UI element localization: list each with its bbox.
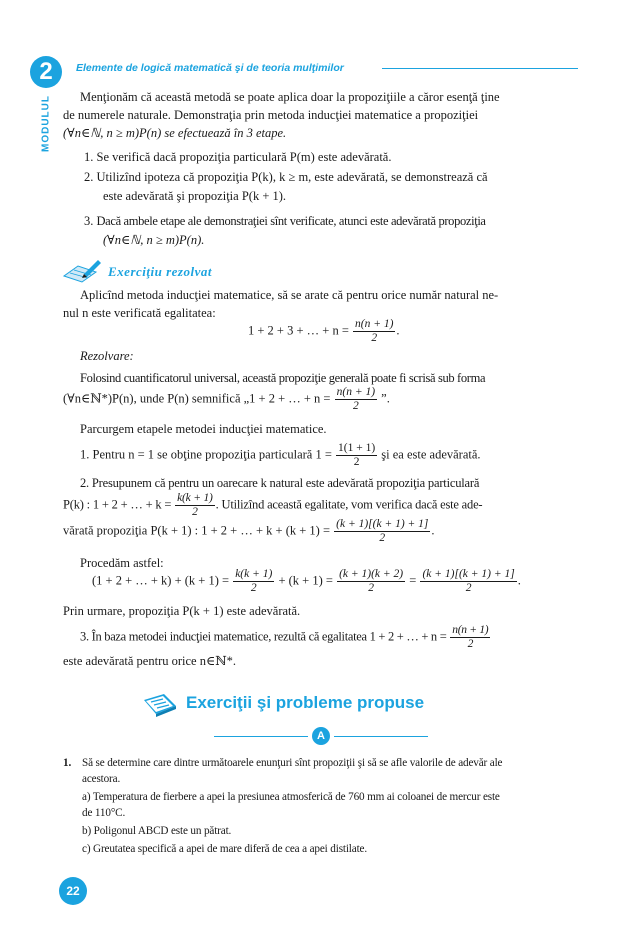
step-2-text: Utilizînd ipoteza că propoziţia P(k), k ≥ m, este adevărată, se demonstrează că [96, 170, 488, 184]
calc-fraction-1 [233, 568, 274, 595]
solved-exercise-label: Exerciţiu rezolvat [108, 264, 212, 279]
header-rule [382, 68, 578, 69]
solution-step-1 [80, 442, 481, 469]
step-2-line-2: este adevărată şi propoziţia P(k + 1). [103, 189, 287, 203]
fraction-denominator: 2 [467, 638, 474, 650]
solution-step-3-line-1 [80, 624, 491, 651]
solution-step-2-fraction-2 [334, 518, 430, 545]
intro-line-3: (∀n∈ℕ, n ≥ m)P(n) se efectuează în 3 etape. [63, 126, 287, 140]
fraction-numerator: n(n + 1) [355, 318, 394, 330]
solution-step-2-line-3 [63, 518, 435, 545]
solution-step-3-text: 3. În baza metodei inducţiei matematice, rezultă că egalitatea 1 + 2 + … + n = [80, 629, 447, 644]
exercises-book-icon [142, 692, 178, 720]
fraction-denominator: 2 [192, 506, 198, 518]
main-equation: 1 + 2 + 3 + … + n = $\frac{n(n + 1)}{2}$ . [248, 318, 400, 344]
task-line-1: Aplicînd metoda inducţiei matematice, să se arate că pentru orice număr natural ne- [80, 288, 499, 302]
page-number: 22 [59, 877, 87, 905]
calc-part-c: = [409, 573, 417, 588]
step-3-number: 3. [84, 214, 94, 228]
task-line-2: nul n este verificată egalitatea: [63, 306, 216, 320]
exercise-1-c: c) Greutatea specifică a apei de mare diferă de cea a apei distilate. [82, 843, 368, 855]
solution-step-2-fraction [175, 492, 215, 519]
fraction-numerator: k(k + 1) [235, 568, 273, 580]
fraction-denominator: 2 [368, 582, 374, 594]
step-3-text: Dacă ambele etape ale demonstraţiei sînt verificate, atunci este adevărată propoziţia [96, 214, 486, 228]
exercise-1-number: 1. [63, 757, 72, 769]
solution-step-3-fraction [450, 624, 490, 651]
solution-para-1-end: ”. [381, 391, 390, 406]
fraction-numerator: (k + 1)(k + 2) [339, 568, 404, 580]
fraction-denominator: 2 [465, 582, 472, 594]
fraction-denominator: 2 [371, 332, 378, 344]
step-1-number: 1. [84, 150, 94, 164]
fraction-numerator: (k + 1)[(k + 1) + 1] [422, 568, 515, 580]
intro-line-2: de numerele naturale. Demonstraţia prin metoda inducţiei matematice a propoziţiei [63, 108, 479, 122]
solution-step-2-line-1: 2. Presupunem că pentru un oarecare k natural este adevărată propoziţia particulară [80, 476, 480, 490]
fraction-denominator: 2 [352, 400, 359, 412]
calc-part-a: (1 + 2 + … + k) + (k + 1) = [92, 573, 230, 588]
step-3-line-2: (∀n∈ℕ, n ≥ m)P(n). [103, 233, 205, 247]
calc-part-d: . [517, 573, 521, 588]
solution-para-1-line-1: Folosind cuantificatorul universal, această propoziţie generală poate fi scrisă sub forma [80, 371, 486, 385]
pencil-notebook-icon [62, 258, 102, 286]
step-3-line-1 [84, 214, 486, 229]
exercise-1-a-line-2: de 110°C. [82, 807, 126, 819]
step-2-number: 2. [84, 170, 94, 184]
exercise-1-a-line-1: a) Temperatura de fierbere a apei la presiunea atmosferică de 760 mm ai coloanei de mercur este [82, 791, 500, 803]
fraction-numerator: 1(1 + 1) [338, 442, 376, 454]
solution-para-2: Parcurgem etapele metodei inducţiei matematice. [80, 422, 327, 436]
section-title: Exerciţii şi probleme propuse [186, 693, 425, 712]
section-rule-right [334, 736, 428, 737]
intro-line-1: Menţionăm că această metodă se poate aplica doar la propoziţiile a căror esenţă ţine [80, 90, 500, 104]
solution-para-1-text: (∀n∈ℕ*)P(n), unde P(n) semnifică „1 + 2 + … + n = [63, 391, 331, 406]
calc-fraction-2 [337, 568, 405, 595]
fraction-numerator: k(k + 1) [177, 492, 213, 504]
fraction-denominator: 2 [379, 532, 386, 544]
step-1 [84, 150, 391, 165]
module-label: MODULUL [40, 95, 52, 152]
main-equation-left: 1 + 2 + 3 + … + n = [248, 323, 349, 338]
solution-step-1-fraction [336, 442, 377, 469]
main-equation-fraction [353, 318, 395, 345]
calc-part-b: + (k + 1) = [278, 573, 333, 588]
solution-step-2-formula: P(k) : 1 + 2 + … + k = [63, 497, 172, 512]
fraction-numerator: n(n + 1) [336, 386, 376, 398]
solution-heading: Rezolvare: [80, 349, 134, 363]
solution-step-2-line-2 [63, 492, 482, 519]
solution-step-2-end: . [431, 523, 435, 538]
exercise-1-line-1: Să se determine care dintre următoarele enunţuri sînt propoziţii şi să se afle valorile de adevăr ale [82, 757, 503, 769]
section-rule-left [214, 736, 308, 737]
procedure-label: Procedăm astfel: [80, 556, 164, 570]
exercise-1-line-2: acestora. [82, 773, 121, 785]
module-vertical-label [34, 95, 58, 158]
solution-step-1-end: şi ea este adevărată. [381, 447, 481, 462]
step-2-line-1 [84, 170, 488, 185]
fraction-numerator: n(n + 1) [452, 624, 489, 636]
fraction-numerator: (k + 1)[(k + 1) + 1] [336, 518, 429, 530]
fraction-denominator: 2 [353, 456, 360, 468]
solution-para-1-line-2 [63, 386, 390, 413]
solution-step-3-line-2: este adevărată pentru orice n∈ℕ*. [63, 654, 237, 668]
calc-fraction-3 [420, 568, 516, 595]
section-letter-badge: A [312, 727, 330, 745]
chapter-title: Elemente de logică matematică şi de teoria mulţimilor [76, 62, 344, 74]
fraction-denominator: 2 [250, 582, 257, 594]
conclusion: Prin urmare, propoziţia P(k + 1) este adevărată. [63, 604, 301, 618]
solution-step-2-text: . Utilizînd această egalitate, vom verifica dacă este ade- [215, 497, 483, 512]
calculation-line [92, 568, 521, 595]
exercise-1-b: b) Poligonul ABCD este un pătrat. [82, 825, 232, 837]
solution-step-1-text: 1. Pentru n = 1 se obţine propoziţia particulară 1 = [80, 447, 332, 462]
step-1-text: Se verifică dacă propoziţia particulară P(m) este adevărată. [96, 150, 392, 164]
solution-fraction [335, 386, 377, 413]
module-number-badge: 2 [30, 56, 62, 88]
solution-step-2-formula-2: vărată propoziţia P(k + 1) : 1 + 2 + … + k + (k + 1) = [63, 523, 331, 538]
